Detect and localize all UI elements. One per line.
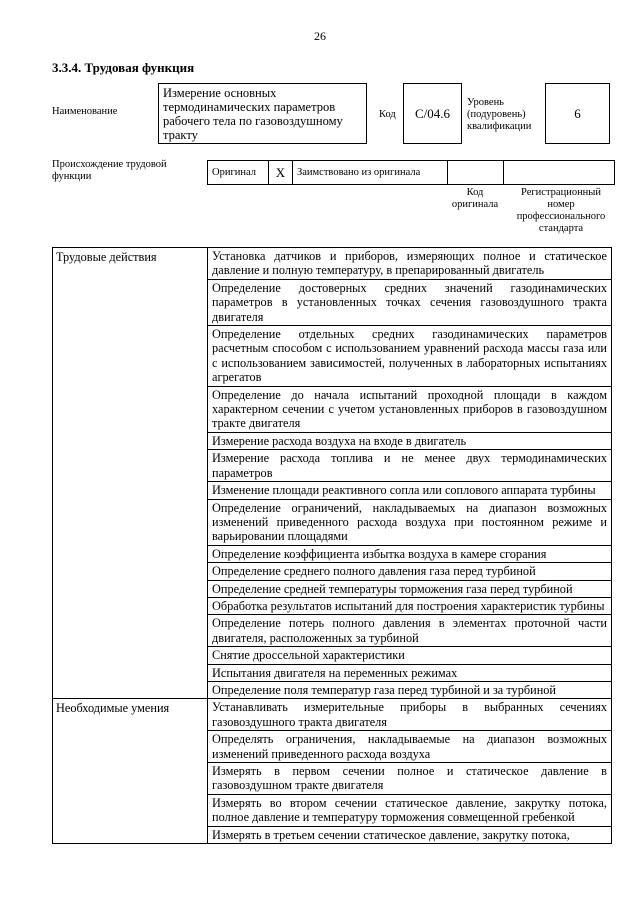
level-box (545, 83, 610, 144)
level-value: 6 (574, 105, 581, 121)
level-label-line-3: квалификации (467, 121, 532, 132)
labor-action-item: Измерение расхода воздуха на входе в двигатель (208, 432, 612, 449)
labor-action-item: Определение поля температур газа перед турбиной и за турбиной (208, 681, 612, 698)
origin-label (52, 159, 167, 183)
original-code-caption (446, 187, 504, 211)
labor-action-item: Обработка результатов испытаний для построения характеристик турбины (208, 597, 612, 614)
code-box (403, 83, 462, 144)
level-label-line-1: Уровень (467, 97, 504, 108)
labor-action-item: Определение потерь полного давления в элементах проточной части двигателя, расположенных за турбиной (208, 615, 612, 647)
original-label: Оригинал (208, 161, 269, 185)
labor-action-item: Определение достоверных средних значений газодинамических параметров в установленных точках сечения газовоздушного тракта двигателя (208, 279, 612, 325)
original-mark: X (269, 161, 293, 185)
origin-label-line-1: Происхождение трудовой (52, 159, 167, 170)
reg-caption-line-3: профессионального (516, 211, 606, 222)
reg-caption-line-2: номер (547, 199, 575, 210)
level-label-line-2: (подуровень) (467, 109, 526, 120)
skills-label: Необходимые умения (53, 699, 208, 844)
labor-action-item: Определение до начала испытаний проходной площади в каждом характерном сечении с учетом установленных приборов в газовоздушном тракте двигателя (208, 386, 612, 432)
skill-item: Измерять в первом сечении полное и статическое давление в газовоздушном тракте двигателя (208, 763, 612, 795)
labor-actions-label: Трудовые действия (53, 248, 208, 699)
skill-item: Измерять в третьем сечении статическое давление, закрутку потока, (208, 826, 612, 843)
origin-table (207, 160, 615, 185)
function-name-box (158, 83, 367, 144)
page-number: 26 (314, 29, 326, 43)
labor-action-item: Снятие дроссельной характеристики (208, 647, 612, 664)
labor-action-item: Установка датчиков и приборов, измеряющих полное и статическое давление и полную температуру, в препарированный двигатель (208, 248, 612, 280)
name-label: Наименование (52, 106, 118, 117)
borrowed-label: Заимствовано из оригинала (293, 161, 448, 185)
code-label: Код (379, 109, 396, 120)
code-caption-line-1: Код (466, 187, 484, 198)
table-row (53, 248, 612, 280)
labor-action-item: Изменение площади реактивного сопла или соплового аппарата турбины (208, 482, 612, 499)
labor-action-item: Определение среднего полного давления газа перед турбиной (208, 563, 612, 580)
skill-item: Определять ограничения, накладываемые на диапазон возможных изменений приведенного расхода воздуха (208, 731, 612, 763)
reg-caption-line-1: Регистрационный (521, 187, 601, 198)
code-caption-line-2: оригинала (451, 199, 499, 210)
original-code-cell (448, 161, 504, 185)
labor-action-item: Определение коэффициента избытка воздуха в камере сгорания (208, 545, 612, 562)
labor-action-item: Определение ограничений, накладываемых на диапазон возможных изменений приведенного расхода воздуха при постоянном режиме и варьировании площадями (208, 499, 612, 545)
reg-caption-line-4: стандарта (538, 223, 584, 234)
labor-action-item: Испытания двигателя на переменных режимах (208, 664, 612, 681)
origin-label-line-2: функции (52, 171, 92, 182)
function-details-table (52, 247, 612, 844)
section-title: 3.3.4. Трудовая функция (52, 60, 195, 75)
function-name-value: Измерение основных термодинамических параметров рабочего тела по газовоздушному тракту (163, 86, 343, 142)
level-label (467, 97, 531, 133)
code-value: C/04.6 (414, 105, 451, 121)
registration-number-cell (504, 161, 615, 185)
labor-action-item: Определение средней температуры торможения газа перед турбиной (208, 580, 612, 597)
table-row (53, 699, 612, 731)
registration-number-caption (508, 187, 614, 235)
labor-action-item: Определение отдельных средних газодинамических параметров расчетным способом с использованием уравнений расхода массы газа или с использованием зависимостей, полученных в лабораторных испытаниях агрегатов (208, 326, 612, 387)
labor-action-item: Измерение расхода топлива и не менее двух термодинамических параметров (208, 450, 612, 482)
skill-item: Устанавливать измерительные приборы в выбранных сечениях газовоздушного тракта двигателя (208, 699, 612, 731)
skill-item: Измерять во втором сечении статическое давление, закрутку потока, полное давление и температуру торможения совмещенной гребенкой (208, 794, 612, 826)
